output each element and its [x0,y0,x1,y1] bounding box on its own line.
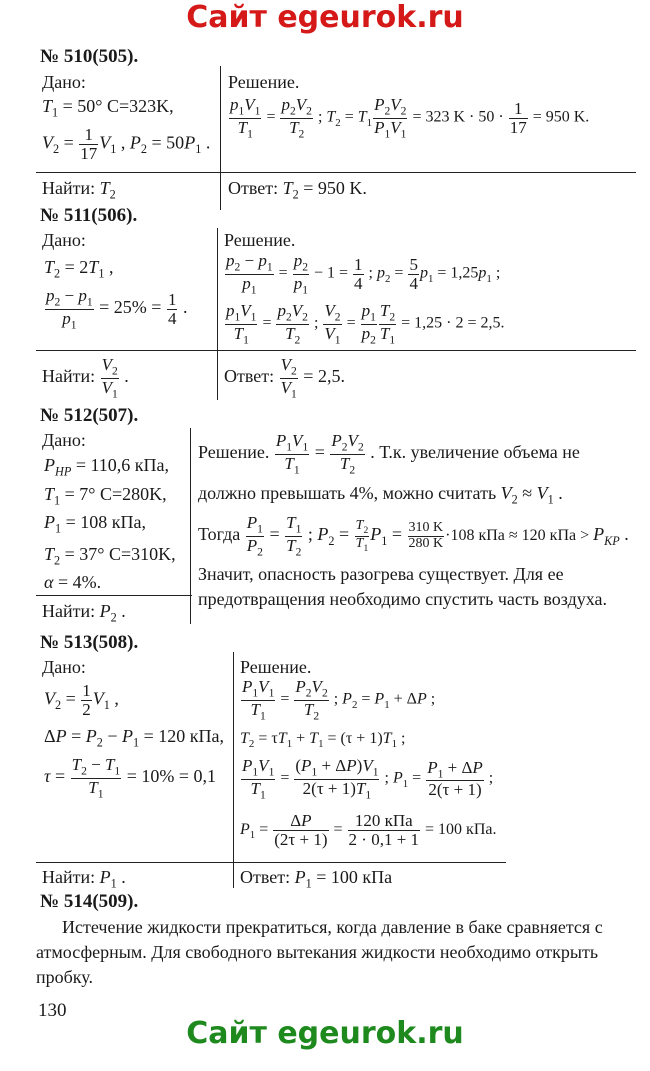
problem-512-number: № 512(507). [40,405,139,426]
solution-513-line4: $P_1$ = $\frac{\Delta P}{(2\tau + 1)}$ = $\frac{\text{120 кПа}}{2 \cdot 0,1 + 1}$ = 100 кПа. [240,811,497,849]
solution-512-conclusion: Значит, опасность разогрева существует. Для ее предотвращения необходимо спустить часть воздуха. [198,564,607,609]
find-513: Найти: $P_1$ . [42,867,126,891]
problem-513-number: № 513(508). [40,632,139,653]
answer-513: Ответ: $P_1 = 100$ кПа [240,867,393,891]
solution-510-formula: $\frac{p_1V_1}{T_1}$ = $\frac{p_2V_2}{T_2}$ ; $T_2 = T_1$ $\frac{P_2V_2}{P_1V_1}$ = 323 K · 50 · $\frac{1}{17}$ = 950 K. [230,95,590,140]
given-512-p1: $P_1 = 108$ кПа, [44,512,147,536]
given-511-t2: $T_2 = 2T_1$ , [44,257,114,281]
problem-514-number: № 514(509). [40,891,139,912]
given-513-v2: $V_2$ = $\frac{1}{2}$ $V_1$ , [44,681,119,719]
given-512-t1: $T_1 = 7^\circ$ C=280K, [44,484,167,508]
given-513-dp: $\Delta P = P_2 - P_1 = 120$ кПа, [44,726,225,750]
find-510: Найти: $T_2$ [42,178,116,202]
solution-label: Решение. [224,230,296,250]
solution-512-then: Тогда [198,524,241,545]
given-510-v2: $V_2$ = $\frac{1}{17}$ $V_1$ , $P_2 = 50P_1$ . [42,125,211,163]
solution-511-line1: $\frac{p_2 - p_1}{p_1}$ = $\frac{p_2}{p_1}$ − 1 = $\frac{1}{4}$ ; $p_2$ = $\frac{5}{4}$ $p_1 = 1,25p_1$ ; [226,251,501,296]
solution-512-text1: Т.к. увеличение объема не [379,442,580,463]
divider-vertical [220,66,221,210]
given-label: Дано: [42,72,86,92]
divider-vertical [233,652,234,888]
find-label: Найти: [42,366,96,387]
divider-horizontal [36,595,192,596]
given-510-t1: $T_1 = 50^\circ$ C=323K, [42,96,174,120]
find-label: Найти: [42,601,96,621]
page-number: 130 [38,1000,67,1021]
problem-514-text: Истечение жидкости прекратиться, когда давление в баке сравняется с атмосферным. Для свободного вытекания жидкости необходимо открыть пробку. [36,917,603,987]
find-512: Найти: $P_2$ . [42,601,126,625]
solution-511-line2: $\frac{p_1V_1}{T_1}$ = $\frac{p_2V_2}{T_2}$ ; $\frac{V_2}{V_1}$ = $\frac{p_1}{p_2}$ $\frac{T_2}{T_1}$ = 1,25 · 2 = 2,5. [226,301,505,346]
site-footer-watermark: Сайт egeurok.ru [186,1016,464,1051]
divider-horizontal [36,862,506,863]
given-511-ratio: $\frac{p_2 - p_1}{p_1}$ = 25% = $\frac{1}{4}$ . [46,286,188,331]
problem-510-number: № 510(505). [40,46,139,67]
given-label: Дано: [42,657,86,677]
answer-label: Ответ: [228,178,279,198]
answer-label: Ответ: [240,867,291,887]
solution-513-line1: $\frac{P_1V_1}{T_1}$ = $\frac{P_2V_2}{T_2}$ ; $P_2 = P_1 + \Delta P$ ; [242,677,436,722]
solution-512-text2: должно превышать 4%, можно считать [198,483,497,503]
given-label: Дано: [42,230,86,250]
find-label: Найти: [42,867,96,887]
solution-512-line2: должно превышать 4%, можно считать $V_2 \approx V_1$ . [198,483,563,507]
divider-vertical [217,228,218,400]
solution-512-line3: Тогда $\frac{P_1}{P_2}$ = $\frac{T_1}{T_2}$ ; $P_2$ = $\frac{T_2}{T_1}$ $P_1$ = $\frac{310 K}{280 K}$ ·108 кПа ≈ 120 кПа > $P_{КР}$ . [198,513,629,558]
find-label: Найти: [42,178,96,198]
solution-label: Решение. [240,657,312,677]
solution-513-line2: $T_2 = \tau T_1 + T_1 = (\tau + 1)T_1$ ; [240,730,406,751]
answer-label: Ответ: [224,366,275,387]
solution-512-line1: Решение. $\frac{P_1V_1}{T_1}$ = $\frac{P_2V_2}{T_2}$ . Т.к. увеличение объема не [198,431,580,476]
answer-510: Ответ: $T_2 = 950$ K. [228,178,367,202]
site-header-watermark: Сайт egeurok.ru [186,0,464,35]
given-label: Дано: [42,430,86,450]
solution-label: Решение. [228,72,300,92]
given-512-alpha: α = 4%. [44,572,102,592]
solution-513-line3: $\frac{P_1V_1}{T_1}$ = $\frac{(P_1 + \Delta P)V_1}{2(\tau + 1)T_1}$ ; $P_1$ = $\frac{P_1 + \Delta P}{2(\tau + 1)}$ ; [242,756,494,801]
solution-label: Решение. [198,442,270,463]
divider-horizontal [36,172,636,173]
find-511: Найти: $\frac{V_2}{V_1}$ . [42,355,129,400]
problem-511-number: № 511(506). [40,205,138,226]
divider-horizontal [36,350,636,351]
given-513-tau: τ = $\frac{T_2 - T_1}{T_1}$ = 10% = 0,1 [44,755,216,800]
answer-511: Ответ: $\frac{V_2}{V_1}$ = 2,5. [224,355,345,400]
given-512-pnp: $P_{НР} = 110,6$ кПа, [44,455,170,479]
given-512-t2: $T_2 = 37^\circ$ C=310K, [44,544,176,568]
